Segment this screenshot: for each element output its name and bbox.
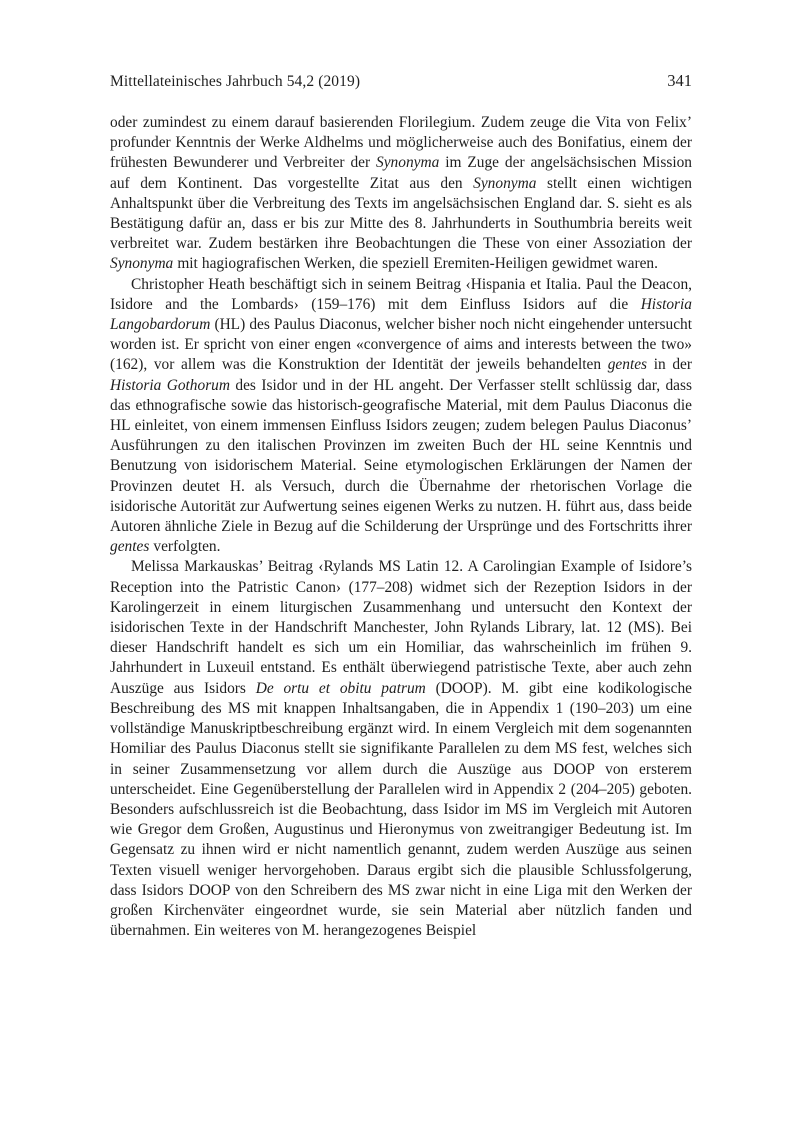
text-run: (HL) des Paulus Diaconus, welcher bisher noch nicht eingehender untersucht worden ist. Er spricht von einer engen «convergence of aims and interests between the two» (162), vor allem was die Konstruktion der Identität der jeweils behandelten [110,316,692,374]
paragraph [110,113,692,275]
italic-run: Historia Gothorum [110,376,230,394]
italic-run: gentes [607,356,648,374]
paragraph [110,275,692,558]
page-number: 341 [667,71,692,90]
italic-run: De ortu et obitu patrum [255,679,426,697]
italic-run: Synonyma [473,174,537,192]
text-run: in der [647,356,693,374]
running-header [110,71,692,92]
text-run: mit hagiografischen Werken, die speziell Eremiten-Heiligen gewidmet waren. [173,255,658,273]
text-run: im Zuge der angelsächsischen Mission auf dem Kontinent. Das vorgestellte Zitat aus den [110,154,692,192]
text-run: oder zumindest zu einem darauf basierenden Florilegium. Zudem zeuge die Vita von Felix’ profunder Kenntnis der Werke Aldhelms und möglicherweise auch des Bonifatius, einem der frühesten Bewunderer und Verbreiter der [110,114,692,172]
journal-title: Mittellateinisches Jahrbuch 54,2 (2019) [110,73,361,90]
italic-run: Synonyma [110,255,174,273]
text-run: verfolgten. [149,538,221,556]
article-body [110,113,692,941]
italic-run: Synonyma [376,154,440,172]
paragraph [110,557,692,941]
text-run: Christopher Heath beschäftigt sich in seinem Beitrag ‹Hispania et Italia. Paul the Deacon, Isidore and the Lombards› (159–176) mit dem Einfluss Isidors auf die [110,275,692,313]
italic-run: Historia Langobardorum [110,295,692,334]
text-run: stellt einen wichtigen Anhaltspunkt über die Verbreitung des Texts im angelsächsischen England dar. S. sieht es als Bestätigung dafür an, dass er bis zur Mitte des 8. Jahrhunderts in Southumbria bereits weit verbreitet war. Zudem bestärken ihre Beobachtungen die These von einer Assoziation der [110,174,692,253]
text-run: Melissa Markauskas’ Beitrag ‹Rylands MS Latin 12. A Carolingian Example of Isidore’s Reception into the Patristic Canon› (177–208) widmet sich der Rezeption Isidors in der Karolingerzeit in einem liturgischen Zusammenhang und untersucht den Kontext der isidorischen Texte in der Handschrift Manchester, John Rylands Library, lat. 12 (MS). Bei dieser Handschrift handelt es sich um ein Homiliar, das wahrscheinlich im frühen 9. Jahrhundert in Luxeuil entstand. Es enthält überwiegend patristische Texte, aber auch zehn Auszüge aus Isidors [110,558,692,697]
text-run: des Isidor und in der HL angeht. Der Verfasser stellt schlüssig dar, dass das ethnografische sowie das historisch-geografische Material, mit dem Paulus Diaconus die HL einleitet, von einem immensen Einfluss Isidors zeugen; zudem belegen Paulus Diaconus’ Ausführungen zu den italischen Provinzen im zweiten Buch der HL seine Kenntnis und Benutzung von isidorischem Material. Seine etymologischen Erklärungen der Namen der Provinzen deutet H. als Versuch, durch die Übernahme der rhetorischen Vorlage die isidorische Autorität zur Aufwertung seines eigenen Werks zu nutzen. H. führt aus, dass beide Autoren ähnliche Ziele in Bezug auf die Schilderung der Ursprünge und des Fortschritts ihrer [110,376,692,536]
italic-run: gentes [110,538,150,556]
text-run: (DOOP). M. gibt eine kodikologische Beschreibung des MS mit knappen Inhaltsangaben, die in Appendix 1 (190–203) um eine vollständige Manuskriptbeschreibung ergänzt wird. In einem Vergleich mit dem sogenannten Homiliar des Paulus Diaconus stellt sie signifikante Parallelen zu dem MS fest, welches sich in seiner Zusammensetzung vor allem durch die Auszüge aus DOOP von ersterem unterscheidet. Eine Gegenüberstellung der Parallelen wird in Appendix 2 (204–205) geboten. Besonders aufschlussreich ist die Beobachtung, dass Isidor im MS im Vergleich mit Autoren wie Gregor dem Großen, Augustinus und Hieronymus von zweitrangiger Bedeutung ist. Im Gegensatz zu ihnen wird er nicht namentlich genannt, zudem werden Auszüge aus seinen Texten visuell weniger hervorgehoben. Daraus ergibt sich die plausible Schlussfolgerung, dass Isidors DOOP von den Schreibern des MS zwar nicht in eine Liga mit den Werken der großen Kirchenväter eingeordnet wurde, sie sein Material aber nützlich fanden und übernahmen. Ein weiteres von M. herangezogenes Beispiel [110,679,692,940]
